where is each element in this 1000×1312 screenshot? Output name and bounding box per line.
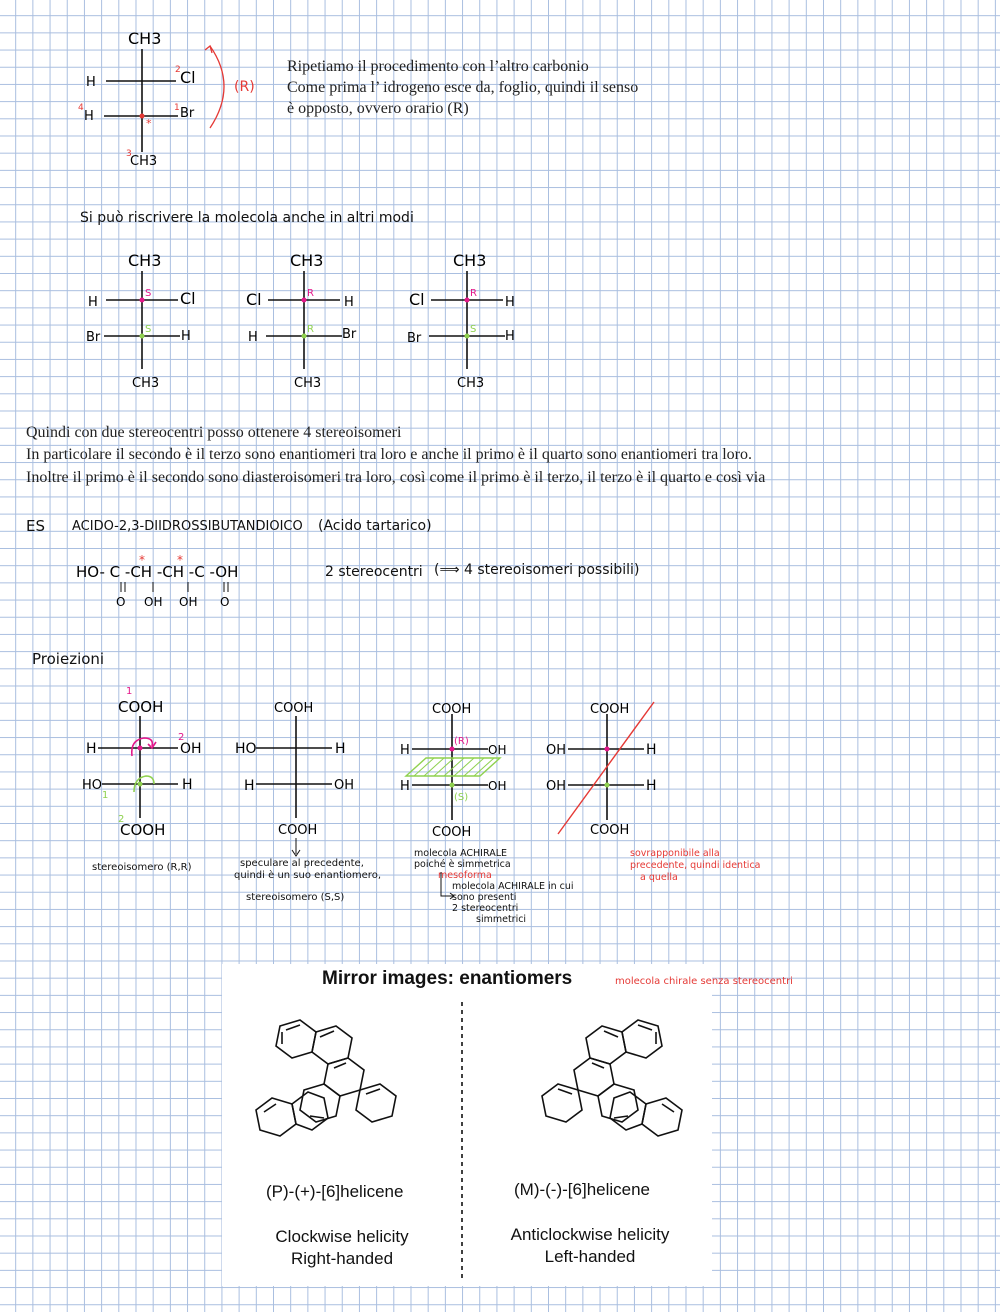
projection-3 (392, 682, 532, 842)
svg-text:OH: OH (180, 741, 202, 757)
stereocenter-dot (140, 114, 145, 119)
bottom-group: CH3 (130, 154, 158, 169)
fischer-variant-3 (405, 245, 555, 395)
svg-text:H: H (88, 295, 98, 310)
svg-text:OH: OH (546, 743, 567, 758)
cross-out-line (558, 702, 654, 834)
priority-3: 3 (126, 149, 132, 159)
clockwise-arrow (210, 46, 224, 128)
stereocentri-count: 2 stereocentri (325, 564, 423, 580)
priority-1: 1 (174, 103, 180, 113)
stereo-line-1: Quindi con due stereocentri posso ottenere 4 stereoisomeri (26, 424, 402, 441)
svg-text:H: H (505, 329, 515, 344)
helicene-p-drawing (248, 1012, 428, 1142)
svg-text:Cl: Cl (246, 290, 262, 309)
svg-text:H: H (344, 295, 354, 310)
right-helicene-name: (M)-(-)-[6]helicene (514, 1180, 651, 1199)
svg-text:OH: OH (179, 595, 198, 609)
config-label: (R) (234, 79, 255, 95)
projection-4 (542, 682, 682, 842)
projection-3-note: molecola ACHIRALE poiché è simmetrica mesoforma molecola ACHIRALE in cui sono presenti 2 stereocentri simmetrici (414, 848, 574, 925)
svg-text:H: H (400, 779, 410, 794)
proiezioni-heading: Proiezioni (32, 650, 105, 668)
row1-right: Cl (180, 68, 196, 87)
left-helicene-name: (P)-(+)-[6]helicene (266, 1182, 404, 1201)
svg-text:2: 2 (178, 732, 185, 743)
svg-text:CH3: CH3 (132, 376, 160, 391)
svg-text:H: H (86, 741, 97, 757)
chiral-note: molecola chirale senza stereocentri (615, 976, 793, 987)
svg-text:OH: OH (334, 778, 355, 793)
svg-text:H: H (244, 778, 255, 794)
svg-text:H: H (505, 295, 515, 310)
svg-text:1: 1 (102, 790, 109, 801)
svg-text:(R): (R) (454, 736, 469, 747)
svg-text:H: H (646, 742, 657, 758)
svg-text:H: H (248, 330, 258, 345)
svg-text:H: H (181, 329, 191, 344)
svg-text:1: 1 (126, 686, 133, 697)
svg-text:H: H (335, 741, 346, 757)
svg-text:H: H (182, 777, 193, 793)
priority-4: 4 (78, 103, 84, 113)
svg-text:Cl: Cl (409, 290, 425, 309)
mirror-title: Mirror images: enantiomers (322, 968, 573, 989)
svg-text:OH: OH (488, 779, 507, 793)
svg-text:Br: Br (86, 330, 101, 345)
svg-text:HO: HO (235, 741, 257, 757)
svg-text:COOH: COOH (278, 823, 318, 838)
svg-text:R: R (307, 324, 314, 335)
row2-left: H (84, 109, 94, 124)
projection-2 (232, 682, 372, 867)
tartaric-formula (70, 550, 290, 612)
projection-4-note: sovrapponibile alla precedente, quindi identica a quella (630, 848, 761, 883)
row1-left: H (86, 75, 96, 90)
projection-1-note: stereoisomero (R,R) (92, 862, 192, 873)
stereoisomer-possibilities: (⟹ 4 stereoisomeri possibili) (434, 562, 640, 578)
intro-line-3: è opposto, ovvero orario (R) (287, 100, 469, 117)
fischer-variant-1 (80, 245, 230, 395)
intro-text (287, 56, 638, 119)
svg-text:R: R (307, 288, 314, 299)
example-label: ES (26, 517, 45, 535)
svg-text:COOH: COOH (118, 698, 164, 716)
svg-text:*: * (139, 553, 145, 567)
svg-text:O: O (116, 595, 126, 609)
svg-text:Cl: Cl (180, 289, 196, 308)
intro-line-2: Come prima l’ idrogeno esce da, foglio, quindi il senso (287, 79, 639, 96)
stereo-line-2: In particolare il secondo è il terzo sono enantiomeri tra loro e anche il primo è il quarto sono enantiomeri tra loro. (26, 446, 752, 463)
projection-1 (78, 682, 218, 842)
svg-text:S: S (145, 324, 152, 335)
svg-text:S: S (145, 288, 152, 299)
helicene-m-drawing (510, 1012, 690, 1142)
svg-text:*: * (177, 553, 183, 567)
svg-text:S: S (470, 324, 477, 335)
svg-text:R: R (470, 288, 477, 299)
svg-text:OH: OH (546, 779, 567, 794)
mesoform-arrow (438, 872, 458, 902)
svg-text:HO: HO (82, 778, 103, 793)
svg-text:OH: OH (144, 595, 163, 609)
right-helicity: Anticlockwise helicity Left-handed (510, 1225, 670, 1266)
rewrite-heading: Si può riscrivere la molecola anche in altri modi (80, 210, 414, 226)
svg-text:CH3: CH3 (457, 376, 485, 391)
svg-text:COOH: COOH (590, 823, 630, 838)
fischer-variant-2 (242, 245, 392, 395)
example-name: ACIDO-2,3-DIIDROSSIBUTANDIOICO (72, 519, 303, 534)
svg-text:H: H (400, 743, 410, 758)
svg-text:H: H (646, 778, 657, 794)
svg-text:COOH: COOH (120, 821, 166, 839)
stereoisomer-text (26, 422, 765, 488)
svg-text:(S): (S) (454, 792, 469, 803)
arrow-head (205, 46, 212, 53)
svg-text:Br: Br (407, 331, 422, 346)
mirror-images-panel (222, 964, 712, 1286)
star-mark: * (146, 117, 152, 130)
row2-right: Br (180, 106, 195, 121)
intro-line-1: Ripetiamo il procedimento con l’altro carbonio (287, 58, 589, 75)
top-fischer-structure (70, 24, 270, 174)
svg-text:2: 2 (118, 814, 125, 825)
svg-text:CH3: CH3 (294, 376, 322, 391)
divider-line (460, 1002, 466, 1282)
svg-text:HO- C -CH -CH -C -OH: HO- C -CH -CH -C -OH (76, 563, 239, 581)
left-helicity: Clockwise helicity Right-handed (275, 1227, 409, 1268)
projection-2-note: speculare al precedente, quindi è un suo enantiomero, stereoisomero (S,S) (234, 858, 381, 903)
stereo-line-3: Inoltre il primo è il secondo sono diasteroisomeri tra loro, così come il primo è il terzo, il terzo è il quarto e così via (26, 469, 766, 486)
svg-text:CH3: CH3 (128, 251, 162, 270)
svg-text:Br: Br (342, 327, 357, 342)
top-group: CH3 (128, 29, 162, 48)
svg-text:CH3: CH3 (290, 251, 324, 270)
svg-text:COOH: COOH (432, 702, 472, 717)
svg-text:OH: OH (488, 743, 507, 757)
svg-text:COOH: COOH (590, 702, 630, 717)
priority-2: 2 (175, 65, 181, 75)
example-common-name: (Acido tartarico) (318, 518, 432, 534)
svg-text:CH3: CH3 (453, 251, 487, 270)
svg-text:COOH: COOH (432, 825, 472, 840)
svg-text:O: O (220, 595, 230, 609)
svg-text:COOH: COOH (274, 701, 314, 716)
